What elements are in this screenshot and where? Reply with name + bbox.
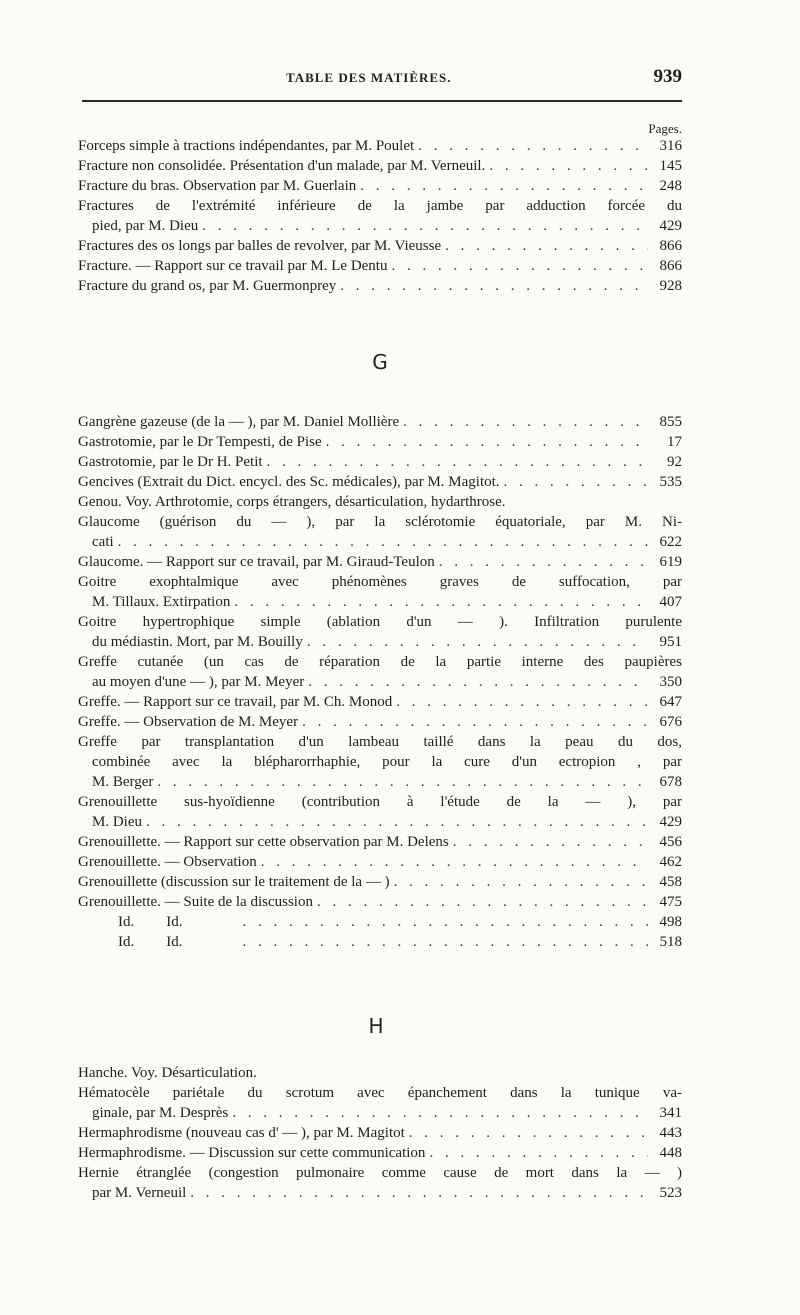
index-entry: Hermaphrodisme (nouveau cas d' — ), par M. Magitot . . . 443 [78, 1123, 682, 1143]
index-entry: Gencives (Extrait du Dict. encycl. des Sc. médicales), par M. Magitot. . . . 535 [78, 472, 682, 492]
index-entry-continuation: pied, par M. Dieu . . . 429 [78, 216, 682, 236]
index-entry: Greffe. — Rapport sur ce travail, par M. Ch. Monod . . . 647 [78, 692, 682, 712]
index-entry: Greffe par transplantation d'un lambeau taillé dans la peau du dos, [78, 734, 682, 750]
index-entry: Grenouillette. — Suite de la discussion . . . 475 [78, 892, 682, 912]
index-entry: Glaucome. — Rapport sur ce travail, par M. Giraud-Teulon . . . 619 [78, 552, 682, 572]
index-entry: Hermaphrodisme. — Discussion sur cette communication . . . 448 [78, 1143, 682, 1163]
index-entry: Genou. Voy. Arthrotomie, corps étrangers, désarticulation, hydarthrose. [78, 494, 506, 510]
index-entry: Greffe cutanée (un cas de réparation de la partie interne des paupières [78, 654, 682, 670]
index-entry: Goitre hypertrophique simple (ablation d'un — ). Infiltration purulente [78, 614, 682, 630]
index-entry-continuation: cati . . . 622 [78, 532, 682, 552]
page-number: 939 [653, 66, 682, 87]
pages-column-label: Pages. [648, 121, 682, 136]
index-entry-continuation: ginale, par M. Desprès . . . 341 [78, 1103, 682, 1123]
section-h [78, 1063, 682, 1203]
index-entry-continuation: au moyen d'une — ), par M. Meyer . . . 350 [78, 672, 682, 692]
page-header [80, 66, 682, 92]
index-entry-continuation: M. Tillaux. Extirpation . . . 407 [78, 592, 682, 612]
index-entry-id: Id. Id. . . . 518 [78, 932, 682, 952]
index-entry: Gangrène gazeuse (de la — ), par M. Daniel Mollière . . . 855 [78, 412, 682, 432]
index-entry: Fractures des os longs par balles de revolver, par M. Vieusse . . . 866 [78, 236, 682, 256]
index-entry-continuation: du médiastin. Mort, par M. Bouilly . . . 951 [78, 632, 682, 652]
index-entry: Hanche. Voy. Désarticulation. [78, 1065, 257, 1081]
index-entry: Goitre exophtalmique avec phénomènes graves de suffocation, par [78, 574, 682, 590]
index-entry: Fracture du grand os, par M. Guermonprey . . . 928 [78, 276, 682, 296]
index-entry: Fracture du bras. Observation par M. Guerlain . . . 248 [78, 176, 682, 196]
index-entry: Fractures de l'extrémité inférieure de la jambe par adduction forcée du [78, 198, 682, 214]
running-title: TABLE DES MATIÈRES. [286, 70, 452, 85]
section-letter-g: G [372, 350, 388, 374]
index-entry-continuation: M. Berger . . . 678 [78, 772, 682, 792]
index-entry: Gastrotomie, par le Dr Tempesti, de Pise . . . 17 [78, 432, 682, 452]
index-entry: Fracture non consolidée. Présentation d'un malade, par M. Verneuil. . . . 145 [78, 156, 682, 176]
header-rule [82, 100, 682, 102]
section-f [78, 136, 682, 296]
section-g [78, 412, 682, 952]
index-entry: Grenouillette (discussion sur le traitement de la — ) . . . 458 [78, 872, 682, 892]
index-entry: Grenouillette sus-hyoïdienne (contribution à l'étude de la — ), par [78, 794, 682, 810]
index-entry: Gastrotomie, par le Dr H. Petit . . . 92 [78, 452, 682, 472]
section-letter-h: H [368, 1014, 384, 1038]
index-entry-continuation: combinée avec la blépharorrhaphie, pour la cure d'un ectropion , par [92, 754, 682, 770]
index-entry: Greffe. — Observation de M. Meyer . . . 676 [78, 712, 682, 732]
index-entry-continuation: par M. Verneuil . . . 523 [78, 1183, 682, 1203]
index-entry: Forceps simple à tractions indépendantes, par M. Poulet . . . 316 [78, 136, 682, 156]
index-entry: Grenouillette. — Observation . . . 462 [78, 852, 682, 872]
index-entry: Fracture. — Rapport sur ce travail par M. Le Dentu . . . 866 [78, 256, 682, 276]
index-entry: Hernie étranglée (congestion pulmonaire comme cause de mort dans la — ) [78, 1165, 682, 1181]
index-entry: Hématocèle pariétale du scrotum avec épanchement dans la tunique va- [78, 1085, 682, 1101]
index-entry-id: Id. Id. . . . 498 [78, 912, 682, 932]
index-entry: Grenouillette. — Rapport sur cette observation par M. Delens . . . 456 [78, 832, 682, 852]
index-entry-continuation: M. Dieu . . . 429 [78, 812, 682, 832]
index-entry: Glaucome (guérison du — ), par la sclérotomie équatoriale, par M. Ni- [78, 514, 682, 530]
